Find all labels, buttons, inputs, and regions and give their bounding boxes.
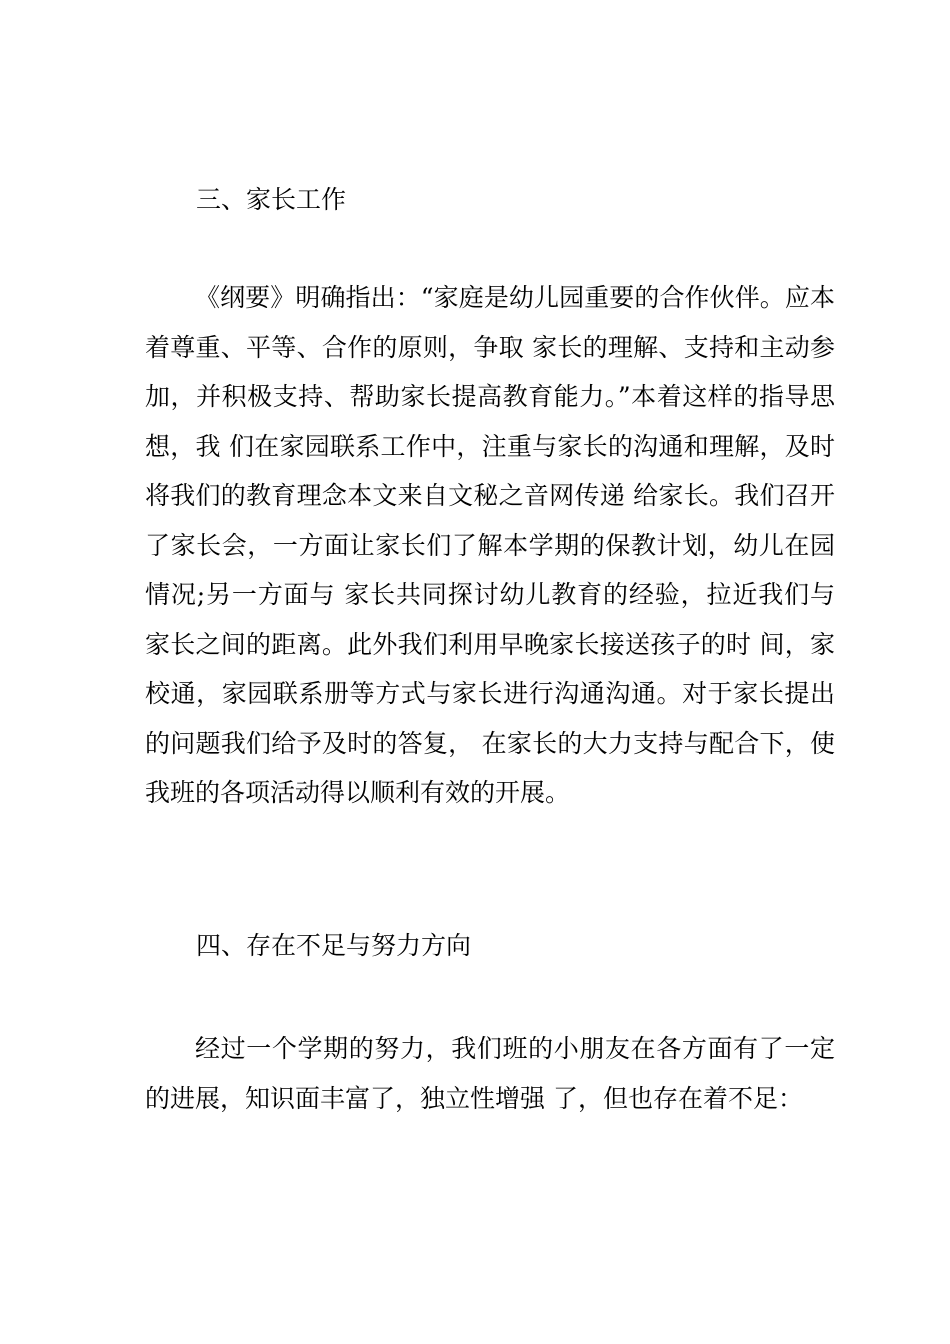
section-paragraph-parent-work: 《纲要》明确指出：“家庭是幼儿园重要的合作伙伴。应本着尊重、平等、合作的原则，争取 家长的理解、支持和主动参加，并积极支持、帮助家长提高教育能力。”本着这样的指导思想，我 们在家园联系工作中，注重与家长的沟通和理解，及时将我们的教育理念本文来自文秘之音网传递 给家长。我们召开了家长会，一方面让家长们了解本学期的保教计划，幼儿在园情况;另一方面与 家长共同探讨幼儿教育的经验，拉近我们与家长之间的距离。此外我们利用早晚家长接送孩子的时 间，家校通，家园联系册等方式与家长进行沟通沟通。对于家长提出的问题我们给予及时的答复， 在家长的大力支持与配合下，使我班的各项活动得以顺利有效的开展。 xyxy=(145,283,835,807)
section-paragraph-shortcomings: 经过一个学期的努力，我们班的小朋友在各方面有了一定的进展，知识面丰富了，独立性增强 了，但也存在着不足： xyxy=(145,1034,835,1113)
section-heading-parent-work: 三、家长工作 xyxy=(196,185,347,214)
section-heading-shortcomings: 四、存在不足与努力方向 xyxy=(196,931,472,960)
